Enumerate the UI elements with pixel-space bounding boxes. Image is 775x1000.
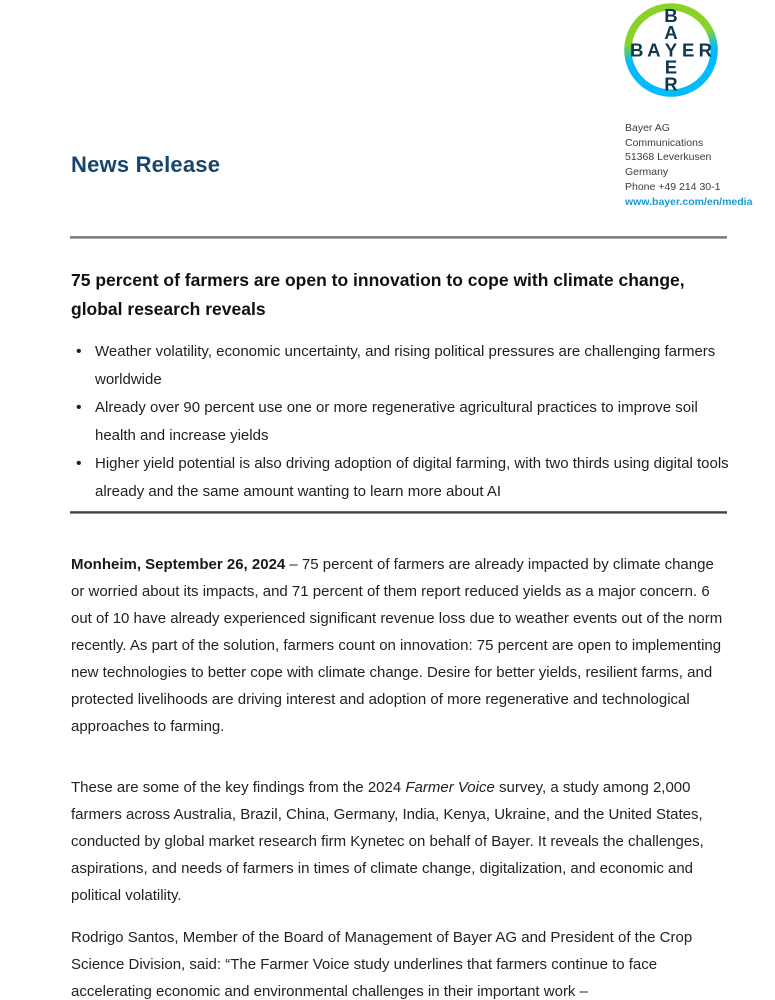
paragraph-text: Rodrigo Santos, Member of the Board of Management of Bayer AG and President of the Crop Science Division, said: “The Farmer Voice study underlines that farmers continue to face accelerating economic and environmental challenges in their important work – [71,929,693,1000]
contact-line-country: Germany [625,166,669,179]
list-item: • Higher yield potential is also driving adoption of digital farming, with two thirds using digital tools already and the same amount wanting to learn more about AI [71,450,741,506]
contact-line-department: Communications [625,136,704,149]
key-findings-list [71,338,741,506]
survey-name: Farmer Voice [405,779,495,796]
logo-letter: A [647,39,661,61]
bayer-cross-icon [622,1,720,99]
list-item: • Already over 90 percent use one or more regenerative agricultural practices to improve soil health and increase yields [71,394,741,450]
logo-letter: E [664,56,678,78]
contact-line-phone: Phone +49 214 30-1 [625,180,721,193]
media-url-link[interactable]: www.bayer.com/en/media [625,195,753,208]
contact-block [625,121,770,209]
section-divider [70,511,727,514]
paragraph-survey [71,774,731,909]
paragraph-quote [71,924,731,1000]
contact-line-postal: 51368 Leverkusen [625,151,712,164]
logo-letter: A [664,22,678,44]
paragraph-text: These are some of the key findings from the 2024 [71,779,406,796]
logo-letter: E [681,39,695,61]
paragraph-dateline [71,551,731,740]
logo-letter: Y [664,39,678,61]
logo-letter: R [664,73,678,95]
list-item: • Weather volatility, economic uncertainty, and rising political pressures are challenging farmers worldwide [71,338,741,394]
contact-line-company: Bayer AG [625,122,670,134]
bayer-logo [622,1,720,99]
document-title: News Release [71,152,221,177]
logo-letter: R [698,39,713,61]
logo-letter: B [629,39,644,61]
dateline: Monheim, September 26, 2024 [71,556,286,573]
logo-letter: B [664,5,678,27]
headline: 75 percent of farmers are open to innovation to cope with climate change, global research reveals [71,270,685,319]
paragraph-text: survey, a study among 2,000 farmers across Australia, Brazil, China, Germany, India, Kenya, Ukraine, and the United States, conducted by global market research firm Kynetec on behalf of Bayer. It reveals the challenges, aspirations, and needs of farmers in times of climate change, digitalization, and economic and political volatility. [71,779,704,904]
paragraph-text: – 75 percent of farmers are already impacted by climate change or worried about its impacts, and 71 percent of them report reduced yields as a major concern. 6 out of 10 have already experienced significant revenue loss due to weather events out of the norm recently. As part of the solution, farmers count on innovation: 75 percent are open to implementing new technologies to better cope with climate change. Desire for better yields, resilient farms, and protected livelihoods are driving interest and adoption of more regenerative and technological approaches to farming. [71,556,723,735]
top-divider [70,236,727,239]
